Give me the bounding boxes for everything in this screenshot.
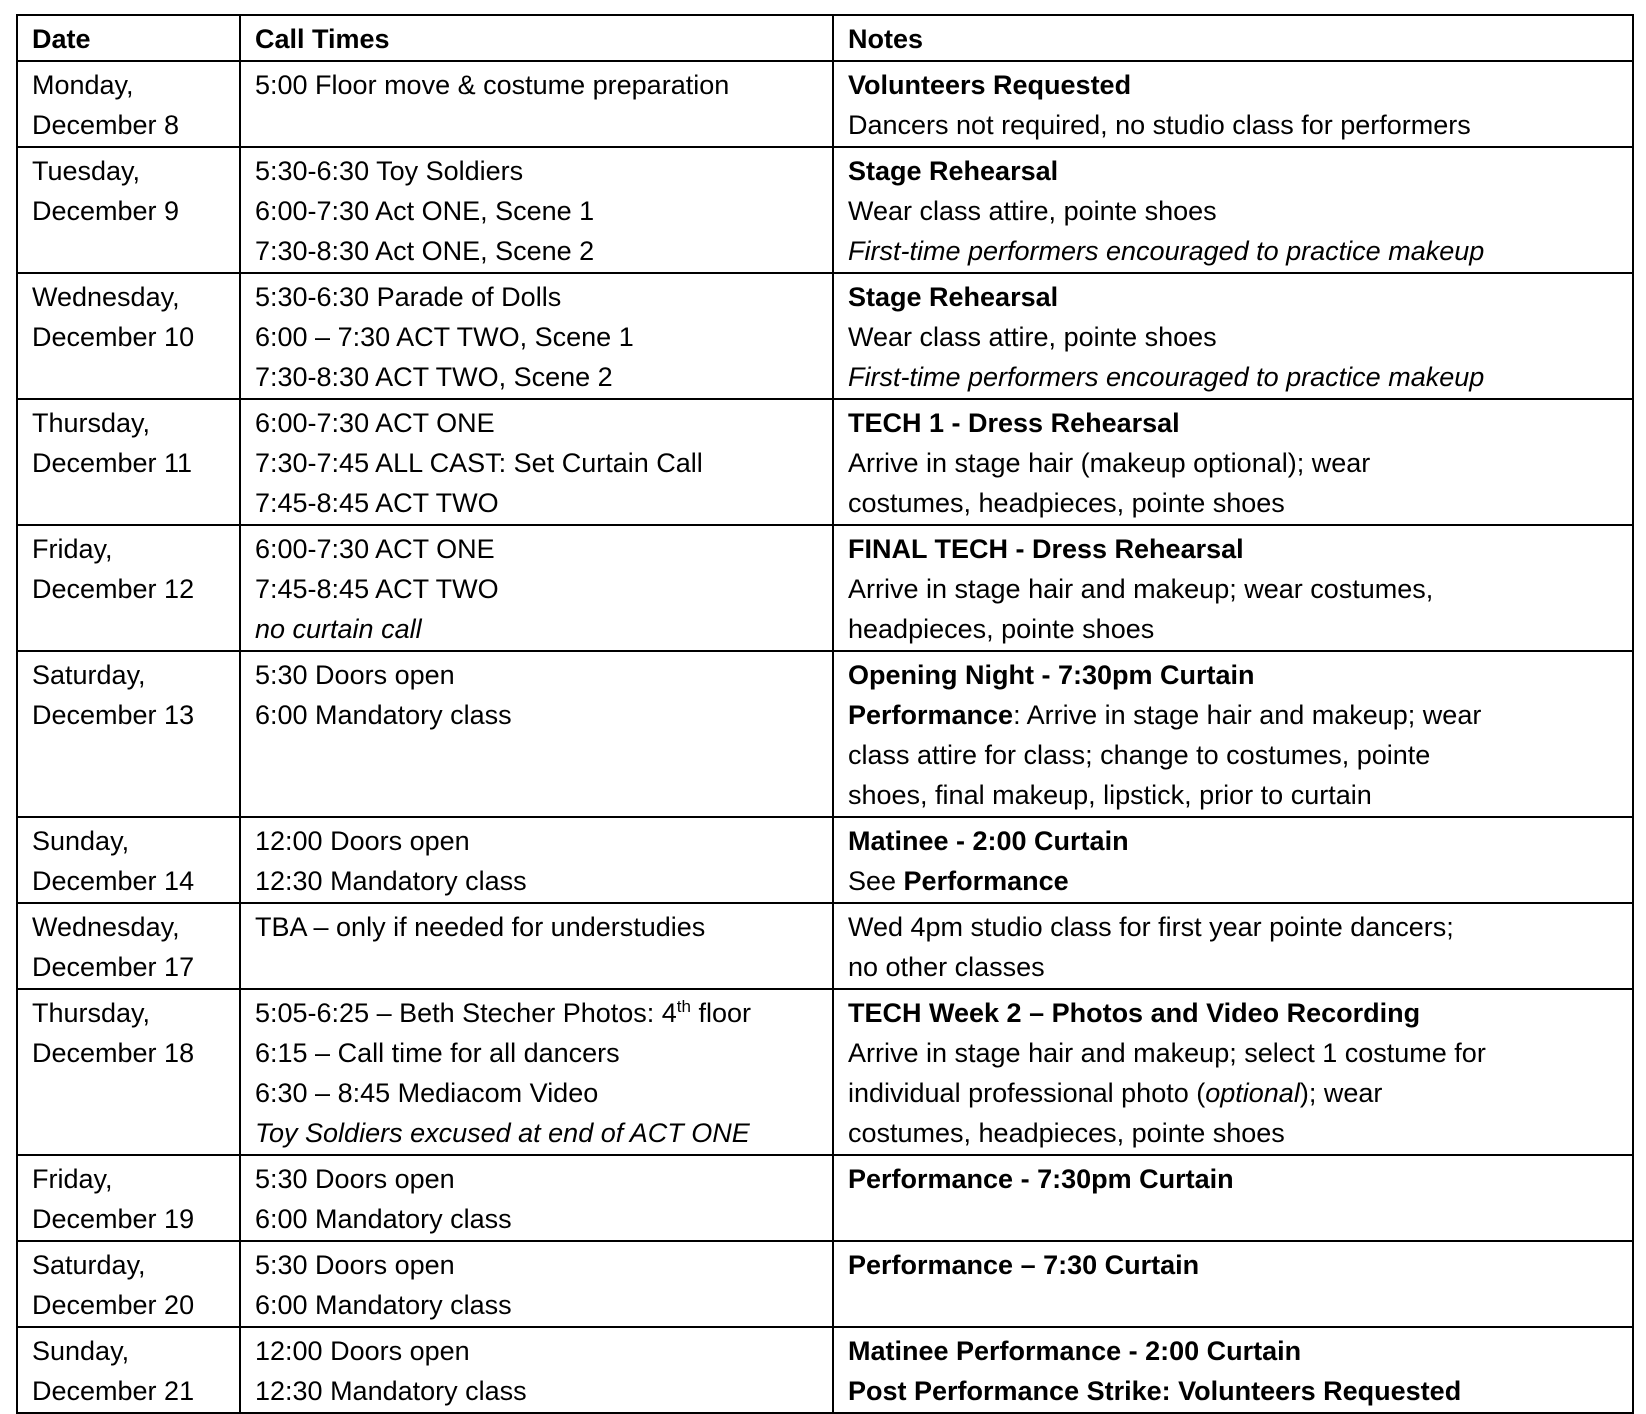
call-time-text: 12:00 Doors open xyxy=(255,1336,470,1366)
notes-cell xyxy=(833,525,1633,651)
date-cell xyxy=(17,1241,240,1327)
header-date: Date xyxy=(17,15,240,61)
call-time-text: 6:30 – 8:45 Mediacom Video xyxy=(255,1078,599,1108)
call-time-line xyxy=(255,357,818,397)
note-line xyxy=(848,861,1618,901)
call-times-cell xyxy=(240,903,833,989)
schedule-row xyxy=(17,399,1633,525)
call-time-line xyxy=(255,821,818,861)
note-text: Arrive in stage hair (makeup optional); wear xyxy=(848,448,1371,478)
note-line xyxy=(848,1113,1618,1153)
note-heading-text: TECH Week 2 – Photos and Video Recording xyxy=(848,998,1421,1028)
notes-cell xyxy=(833,147,1633,273)
date-label: December 17 xyxy=(32,952,195,982)
call-time-text: 7:30-8:30 Act ONE, Scene 2 xyxy=(255,236,595,266)
note-line xyxy=(848,151,1618,191)
note-line xyxy=(848,443,1618,483)
note-text: Wear class attire, pointe shoes xyxy=(848,322,1217,352)
day-label: Wednesday, xyxy=(32,912,180,942)
schedule-row xyxy=(17,1155,1633,1241)
note-line xyxy=(848,1073,1618,1113)
call-time-text: 5:30-6:30 Toy Soldiers xyxy=(255,156,524,186)
date-label: December 11 xyxy=(32,448,193,478)
call-time-line xyxy=(255,695,818,735)
date-label: December 13 xyxy=(32,700,195,730)
note-line xyxy=(848,191,1618,231)
call-time-line xyxy=(255,1285,818,1325)
rehearsal-schedule-table xyxy=(16,14,1634,1414)
note-line xyxy=(848,775,1618,815)
note-heading-text: Performance - 7:30pm Curtain xyxy=(848,1164,1234,1194)
call-time-text-suffix: floor xyxy=(690,998,752,1028)
note-heading-text: Stage Rehearsal xyxy=(848,282,1059,312)
note-line xyxy=(848,231,1618,271)
call-time-text: 5:30 Doors open xyxy=(255,1250,455,1280)
note-line xyxy=(848,907,1618,947)
day-label: Saturday, xyxy=(32,1250,146,1280)
schedule-row xyxy=(17,651,1633,817)
schedule-row xyxy=(17,525,1633,651)
note-heading-text: FINAL TECH - Dress Rehearsal xyxy=(848,534,1244,564)
call-time-line xyxy=(255,861,818,901)
schedule-row xyxy=(17,989,1633,1155)
note-line xyxy=(848,65,1618,105)
call-time-line xyxy=(255,151,818,191)
call-time-text: 6:00 – 7:30 ACT TWO, Scene 1 xyxy=(255,322,634,352)
note-line xyxy=(848,1245,1618,1285)
note-text: class attire for class; change to costumes, pointe xyxy=(848,740,1431,770)
note-text: no other classes xyxy=(848,952,1045,982)
call-time-text: no curtain call xyxy=(255,614,422,644)
call-time-line xyxy=(255,1199,818,1239)
call-time-text: 7:30-8:30 ACT TWO, Scene 2 xyxy=(255,362,613,392)
note-heading-text: Performance xyxy=(848,700,1014,730)
note-line xyxy=(848,529,1618,569)
call-time-text: 6:00 Mandatory class xyxy=(255,1204,512,1234)
day-label: Friday, xyxy=(32,1164,113,1194)
call-time-line xyxy=(255,993,818,1033)
notes-cell xyxy=(833,651,1633,817)
call-time-text: 7:45-8:45 ACT TWO xyxy=(255,574,499,604)
call-time-line xyxy=(255,1159,818,1199)
note-line xyxy=(848,317,1618,357)
call-times-cell xyxy=(240,651,833,817)
note-line xyxy=(848,1331,1618,1371)
note-line xyxy=(848,1033,1618,1073)
notes-cell xyxy=(833,273,1633,399)
date-label: December 9 xyxy=(32,196,180,226)
call-time-text: 6:15 – Call time for all dancers xyxy=(255,1038,620,1068)
call-times-cell xyxy=(240,147,833,273)
notes-cell xyxy=(833,399,1633,525)
date-cell xyxy=(17,61,240,147)
call-time-line xyxy=(255,443,818,483)
schedule-row xyxy=(17,817,1633,903)
call-time-text: 12:30 Mandatory class xyxy=(255,866,527,896)
call-time-text: 7:45-8:45 ACT TWO xyxy=(255,488,499,518)
note-text: headpieces, pointe shoes xyxy=(848,614,1155,644)
note-line xyxy=(848,1371,1618,1411)
call-times-cell xyxy=(240,1155,833,1241)
note-text: Arrive in stage hair and makeup; select 1 costume for xyxy=(848,1038,1486,1068)
note-text: Arrive in stage hair and makeup; wear costumes, xyxy=(848,574,1434,604)
call-time-text: 12:30 Mandatory class xyxy=(255,1376,527,1406)
notes-cell xyxy=(833,903,1633,989)
call-time-text: 12:00 Doors open xyxy=(255,826,470,856)
note-text: individual professional photo ( xyxy=(848,1078,1206,1108)
call-time-text: 6:00 Mandatory class xyxy=(255,1290,512,1320)
call-time-line xyxy=(255,277,818,317)
call-time-line xyxy=(255,609,818,649)
call-times-cell xyxy=(240,1241,833,1327)
call-time-line xyxy=(255,231,818,271)
call-times-cell xyxy=(240,399,833,525)
call-time-line xyxy=(255,317,818,357)
note-text: optional xyxy=(1205,1078,1300,1108)
date-label: December 20 xyxy=(32,1290,195,1320)
note-line xyxy=(848,105,1618,145)
call-times-cell xyxy=(240,525,833,651)
schedule-body xyxy=(17,61,1633,1413)
schedule-row xyxy=(17,61,1633,147)
call-times-cell xyxy=(240,989,833,1155)
day-label: Wednesday, xyxy=(32,282,180,312)
note-text: Wear class attire, pointe shoes xyxy=(848,196,1217,226)
call-times-cell xyxy=(240,817,833,903)
call-time-text: 5:05-6:25 – Beth Stecher Photos: 4 xyxy=(255,998,677,1028)
call-time-text: 5:30-6:30 Parade of Dolls xyxy=(255,282,562,312)
note-text: Wed 4pm studio class for first year pointe dancers; xyxy=(848,912,1454,942)
note-text: First-time performers encouraged to practice makeup xyxy=(848,236,1485,266)
header-notes: Notes xyxy=(833,15,1633,61)
day-label: Tuesday, xyxy=(32,156,141,186)
date-cell xyxy=(17,903,240,989)
date-label: December 21 xyxy=(32,1376,195,1406)
schedule-row xyxy=(17,1327,1633,1413)
call-time-text: Toy Soldiers excused at end of ACT ONE xyxy=(255,1118,750,1148)
day-label: Monday, xyxy=(32,70,134,100)
call-time-line xyxy=(255,655,818,695)
note-text: shoes, final makeup, lipstick, prior to curtain xyxy=(848,780,1372,810)
date-cell xyxy=(17,651,240,817)
call-time-text: TBA – only if needed for understudies xyxy=(255,912,706,942)
notes-cell xyxy=(833,61,1633,147)
note-line xyxy=(848,1159,1618,1199)
note-text: First-time performers encouraged to practice makeup xyxy=(848,362,1485,392)
call-time-text: 5:00 Floor move & costume preparation xyxy=(255,70,730,100)
note-line xyxy=(848,993,1618,1033)
date-cell xyxy=(17,399,240,525)
notes-cell xyxy=(833,989,1633,1155)
call-time-text: 6:00-7:30 Act ONE, Scene 1 xyxy=(255,196,595,226)
note-line xyxy=(848,277,1618,317)
date-cell xyxy=(17,817,240,903)
schedule-row xyxy=(17,273,1633,399)
day-label: Sunday, xyxy=(32,1336,130,1366)
schedule-row xyxy=(17,903,1633,989)
date-cell xyxy=(17,525,240,651)
call-time-text: 7:30-7:45 ALL CAST: Set Curtain Call xyxy=(255,448,703,478)
day-label: Saturday, xyxy=(32,660,146,690)
call-time-text: 5:30 Doors open xyxy=(255,1164,455,1194)
call-times-cell xyxy=(240,273,833,399)
note-text: : Arrive in stage hair and makeup; wear xyxy=(1013,700,1482,730)
call-time-line xyxy=(255,1073,818,1113)
call-time-text: 6:00-7:30 ACT ONE xyxy=(255,408,495,438)
note-line xyxy=(848,695,1618,735)
call-time-text: 6:00 Mandatory class xyxy=(255,700,512,730)
date-label: December 18 xyxy=(32,1038,195,1068)
note-heading-text: Post Performance Strike: Volunteers Requested xyxy=(848,1376,1462,1406)
notes-cell xyxy=(833,817,1633,903)
notes-cell xyxy=(833,1241,1633,1327)
notes-cell xyxy=(833,1327,1633,1413)
header-row xyxy=(17,15,1633,61)
ordinal-superscript: th xyxy=(676,997,691,1016)
date-cell xyxy=(17,1155,240,1241)
note-line xyxy=(848,655,1618,695)
date-label: December 12 xyxy=(32,574,195,604)
call-times-cell xyxy=(240,1327,833,1413)
date-cell xyxy=(17,989,240,1155)
note-text: costumes, headpieces, pointe shoes xyxy=(848,1118,1285,1148)
call-time-line xyxy=(255,1113,818,1153)
note-text: Dancers not required, no studio class for performers xyxy=(848,110,1471,140)
note-line xyxy=(848,357,1618,397)
day-label: Thursday, xyxy=(32,998,151,1028)
note-heading-text: Matinee Performance - 2:00 Curtain xyxy=(848,1336,1302,1366)
note-line xyxy=(848,403,1618,443)
date-cell xyxy=(17,147,240,273)
date-cell xyxy=(17,1327,240,1413)
call-time-line xyxy=(255,483,818,523)
note-line xyxy=(848,569,1618,609)
note-text: See xyxy=(848,866,904,896)
note-heading-text: Stage Rehearsal xyxy=(848,156,1059,186)
notes-cell xyxy=(833,1155,1633,1241)
call-time-line xyxy=(255,1371,818,1411)
call-time-text: 6:00-7:30 ACT ONE xyxy=(255,534,495,564)
call-time-line xyxy=(255,403,818,443)
call-time-line xyxy=(255,191,818,231)
call-time-line xyxy=(255,1331,818,1371)
date-label: December 19 xyxy=(32,1204,195,1234)
date-label: December 14 xyxy=(32,866,195,896)
call-time-text: 5:30 Doors open xyxy=(255,660,455,690)
note-line xyxy=(848,735,1618,775)
call-time-line xyxy=(255,1245,818,1285)
call-times-cell xyxy=(240,61,833,147)
day-label: Thursday, xyxy=(32,408,151,438)
day-label: Sunday, xyxy=(32,826,130,856)
header-call-times: Call Times xyxy=(240,15,833,61)
date-label: December 10 xyxy=(32,322,195,352)
call-time-line xyxy=(255,529,818,569)
note-line xyxy=(848,483,1618,523)
schedule-row xyxy=(17,1241,1633,1327)
note-heading-text: Performance xyxy=(903,866,1069,896)
day-label: Friday, xyxy=(32,534,113,564)
note-heading-text: Opening Night - 7:30pm Curtain xyxy=(848,660,1255,690)
call-time-line xyxy=(255,569,818,609)
note-text: costumes, headpieces, pointe shoes xyxy=(848,488,1285,518)
note-line xyxy=(848,821,1618,861)
note-heading-text: Volunteers Requested xyxy=(848,70,1132,100)
date-cell xyxy=(17,273,240,399)
note-text: ); wear xyxy=(1299,1078,1383,1108)
schedule-row xyxy=(17,147,1633,273)
call-time-line xyxy=(255,907,818,947)
note-heading-text: TECH 1 - Dress Rehearsal xyxy=(848,408,1180,438)
call-time-line xyxy=(255,65,818,105)
note-heading-text: Matinee - 2:00 Curtain xyxy=(848,826,1129,856)
note-heading-text: Performance – 7:30 Curtain xyxy=(848,1250,1200,1280)
date-label: December 8 xyxy=(32,110,180,140)
note-line xyxy=(848,947,1618,987)
call-time-line xyxy=(255,1033,818,1073)
note-line xyxy=(848,609,1618,649)
